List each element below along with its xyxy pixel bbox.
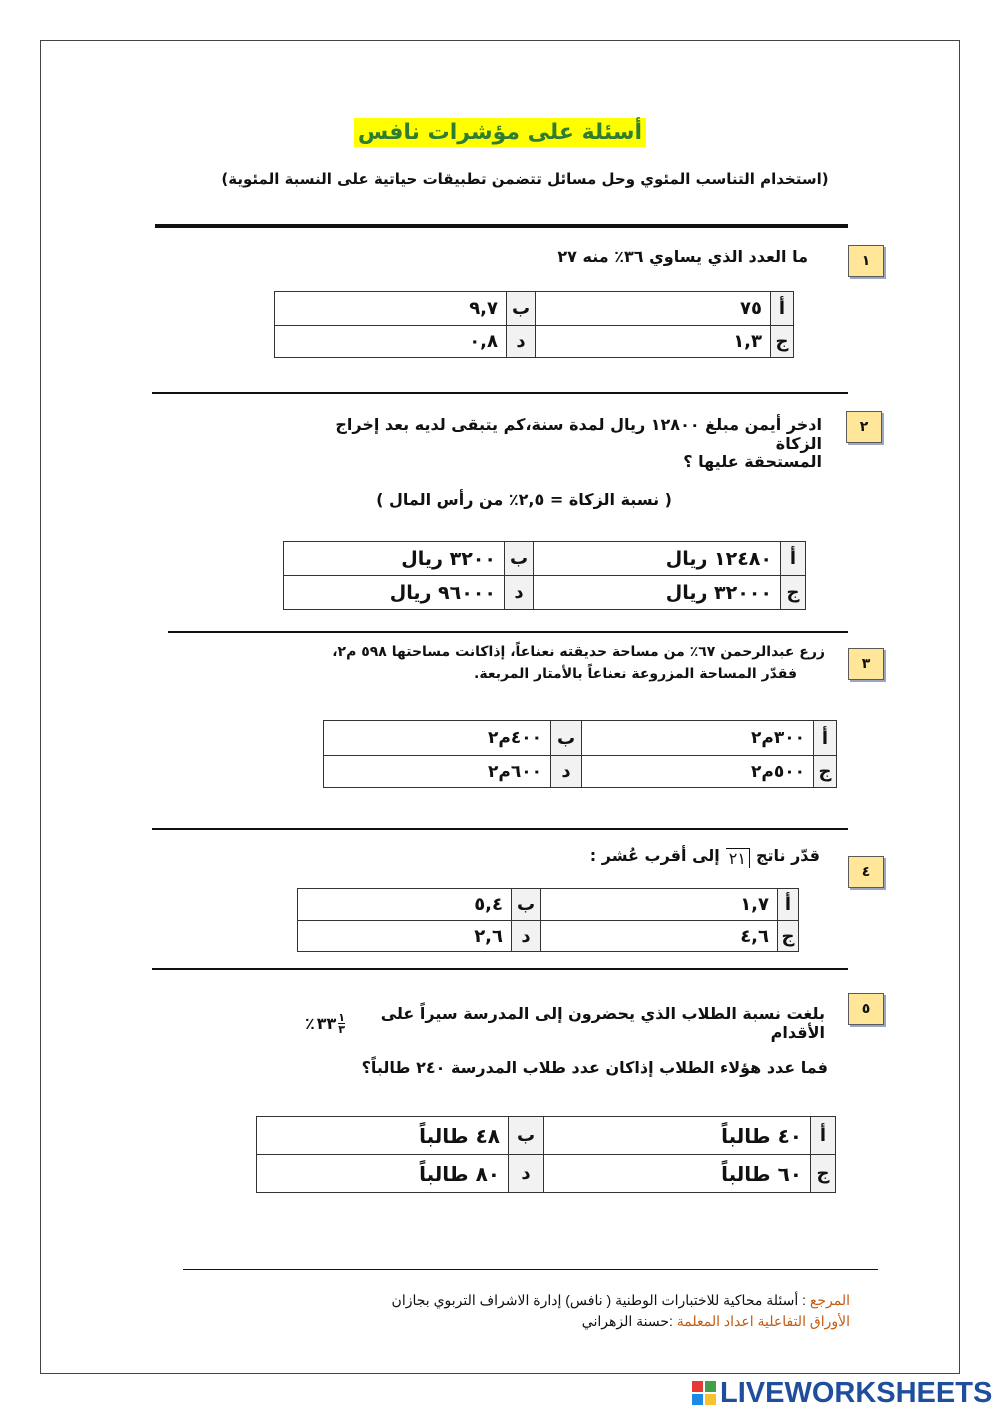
option-c-label[interactable]: ج [771,326,794,358]
mixed-fraction [305,1012,345,1035]
question-3-number: ٣ [848,648,884,680]
question-4-number: ٤ [848,856,884,888]
option-b[interactable]: ٤٠٠م٢ [324,721,551,756]
option-a-label[interactable]: أ [771,292,794,326]
option-d[interactable]: ٠,٨ [275,326,507,358]
reference-line [300,1292,850,1309]
option-a[interactable]: ٣٠٠م٢ [582,721,814,756]
worksheet-title: أسئلة على مؤشرات نافس [0,120,1000,145]
option-d[interactable]: ٩٦٠٠٠ ريال [284,576,505,610]
question-2-text: ادخر أيمن مبلغ ١٢٨٠٠ ريال لمدة سنة،كم يتبقى لديه بعد إخراج الزكاة [335,415,822,453]
fraction-numerator: ١ [338,1010,346,1024]
question-3-text: زرع عبدالرحمن ٦٧٪ من مساحة حديقته نعناعاً، إذاكانت مساحتها ٥٩٨ م٢، [332,644,825,660]
option-a-label[interactable]: أ [814,721,837,756]
question-4-options [297,888,799,952]
divider [155,224,848,228]
question-1-options [274,291,794,358]
reference-text: : أسئلة محاكية للاختبارات الوطنية ( نافس) إدارة الاشراف التربوي بجازان [391,1292,810,1308]
option-c-label[interactable]: ج [781,576,806,610]
option-b-label[interactable]: ب [551,721,582,756]
sqrt-expression: ٢١ [726,848,750,868]
author-line [300,1313,850,1330]
option-b[interactable]: ٤٨ طالباً [257,1117,509,1155]
question-5-text [305,1004,825,1042]
option-d-label[interactable]: د [551,756,582,788]
question-4-text [500,846,820,868]
question-2-number: ٢ [846,411,882,443]
option-b-label[interactable]: ب [509,1117,544,1155]
divider [152,968,848,970]
liveworksheets-logo-icon [692,1381,716,1405]
option-c[interactable]: ٥٠٠م٢ [582,756,814,788]
question-2-text-cont: المستحقة عليها ؟ [683,452,822,471]
divider [152,828,848,830]
option-d-label[interactable]: د [505,576,534,610]
option-d-label[interactable]: د [507,326,536,358]
question-5-text-start: بلغت نسبة الطلاب الذي يحضرون إلى المدرسة سيراً على الأقدام [380,1004,825,1042]
option-b[interactable]: ٩,٧ [275,292,507,326]
option-c-label[interactable]: ج [814,756,837,788]
option-c[interactable]: ٦٠ طالباً [544,1155,811,1193]
author-name: :حسنة الزهراني [581,1313,677,1329]
liveworksheets-brand[interactable]: LIVEWORKSHEETS [720,1377,993,1409]
question-5-options [256,1116,836,1193]
reference-label: المرجع [809,1292,850,1308]
divider [152,392,848,394]
question-1-number: ١ [848,245,884,277]
option-b-label[interactable]: ب [507,292,536,326]
question-5-number: ٥ [848,993,884,1025]
option-b[interactable]: ٣٢٠٠ ريال [284,542,505,576]
divider [168,631,848,633]
option-d[interactable]: ٨٠ طالباً [257,1155,509,1193]
question-2-note: ( نسبة الزكاة = ٢,٥٪ من رأس المال ) [376,490,672,509]
option-a[interactable]: ٤٠ طالباً [544,1117,811,1155]
option-d-label[interactable]: د [509,1155,544,1193]
question-2-options [283,541,806,610]
option-b[interactable]: ٥,٤ [298,889,512,921]
option-a-label[interactable]: أ [811,1117,836,1155]
worksheet-subtitle: (استخدام التناسب المئوي وحل مسائل تتضمن تطبيقات حياتية على النسبة المئوية) [221,170,829,188]
option-d[interactable]: ٢,٦ [298,921,512,952]
option-c[interactable]: ١,٣ [536,326,771,358]
option-a[interactable]: ١,٧ [541,889,778,921]
question-3-text-cont: فقدّر المساحة المزروعة نعناعاً بالأمتار المربعة. [474,666,797,682]
option-c[interactable]: ٣٢٠٠٠ ريال [534,576,781,610]
percent-sign: ٪ [305,1013,315,1033]
question-1-text: ما العدد الذي يساوي ٣٦٪ منه ٢٧ [557,247,808,266]
option-a[interactable]: ١٢٤٨٠ ريال [534,542,781,576]
option-b-label[interactable]: ب [505,542,534,576]
footer-divider [183,1269,878,1270]
option-d[interactable]: ٦٠٠م٢ [324,756,551,788]
question-5-text-cont: فما عدد هؤلاء الطلاب إذاكان عدد طلاب المدرسة ٢٤٠ طالباً؟ [361,1058,828,1077]
question-4-text-start: قدّر ناتج [755,846,820,865]
option-c-label[interactable]: ج [811,1155,836,1193]
fraction-denominator: ٣ [338,1022,346,1036]
fraction [338,1012,345,1035]
option-c-label[interactable]: ج [778,921,799,952]
author-label: الأوراق التفاعلية اعداد المعلمة [676,1313,850,1329]
whole-part: ٣٣ [316,1013,337,1033]
option-a-label[interactable]: أ [778,889,799,921]
option-d-label[interactable]: د [512,921,541,952]
option-c[interactable]: ٤,٦ [541,921,778,952]
option-b-label[interactable]: ب [512,889,541,921]
question-4-text-end: إلى أقرب عُشر : [589,846,720,865]
option-a-label[interactable]: أ [781,542,806,576]
option-a[interactable]: ٧٥ [536,292,771,326]
question-3-options [323,720,837,788]
